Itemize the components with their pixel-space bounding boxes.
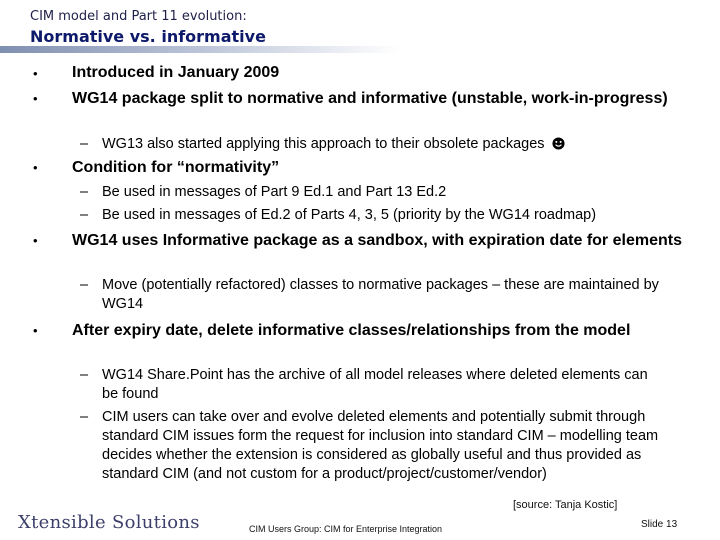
smiley-face-icon <box>552 137 565 156</box>
sub-bullet-sharepoint-text: WG14 Share.Point has the archive of all model releases where deleted elements can be found <box>102 367 648 402</box>
slide-number: Slide 13 <box>641 519 678 530</box>
bullet-marker: • <box>33 323 38 338</box>
dash-marker: – <box>80 136 89 152</box>
bullet-marker: • <box>33 66 38 81</box>
company-logo: Xtensible Solutions <box>18 512 200 533</box>
sub-bullet-part9 <box>80 183 692 202</box>
bullet-normativity: Condition for “normativity” <box>72 159 280 176</box>
source-citation: [source: Tanja Kostic] <box>513 499 618 511</box>
bullet-sandbox: WG14 uses Informative package as a sandbox, with expiration date for elements <box>72 232 682 249</box>
dash-marker: – <box>80 409 89 425</box>
dash-marker: – <box>80 277 89 293</box>
slide-suptitle: CIM model and Part 11 evolution: <box>30 9 247 24</box>
sub-bullet-move-classes-text: Move (potentially refactored) classes to normative packages – these are maintained by WG14 <box>102 277 659 312</box>
bullet-introduced: Introduced in January 2009 <box>72 64 280 81</box>
sub-bullet-part9-text: Be used in messages of Part 9 Ed.1 and Part 13 Ed.2 <box>102 184 447 200</box>
sub-bullet-wg13-text: WG13 also started applying this approach to their obsolete packages <box>102 136 545 152</box>
slide-title: Normative vs. informative <box>30 27 266 46</box>
bullet-expiry: After expiry date, delete informative classes/relationships from the model <box>72 322 631 339</box>
sub-bullet-move-classes <box>80 276 662 314</box>
dash-marker: – <box>80 367 89 383</box>
sub-bullet-cim-users <box>80 408 692 484</box>
sub-bullet-cim-users-text: CIM users can take over and evolve deleted elements and potentially submit through standard CIM issues form the request for inclusion into standard CIM – modelling team decides whether the extension is considered as globally useful and thus provided as standard CIM (and not custom for a product/project/customer/vendor) <box>102 409 659 482</box>
sub-bullet-ed2-text: Be used in messages of Ed.2 of Parts 4, 3, 5 (priority by the WG14 roadmap) <box>102 207 597 223</box>
footer-event-title: CIM Users Group: CIM for Enterprise Integration <box>249 524 443 534</box>
sub-bullet-sharepoint <box>80 366 662 404</box>
dash-marker: – <box>80 184 89 200</box>
sub-bullet-wg13 <box>80 135 692 156</box>
bullet-marker: • <box>33 91 38 106</box>
sub-bullet-ed2 <box>80 206 692 225</box>
bullet-marker: • <box>33 233 38 248</box>
bullet-marker: • <box>33 160 38 175</box>
dash-marker: – <box>80 207 89 223</box>
bullet-package-split: WG14 package split to normative and informative (unstable, work-in-progress) <box>72 90 668 107</box>
